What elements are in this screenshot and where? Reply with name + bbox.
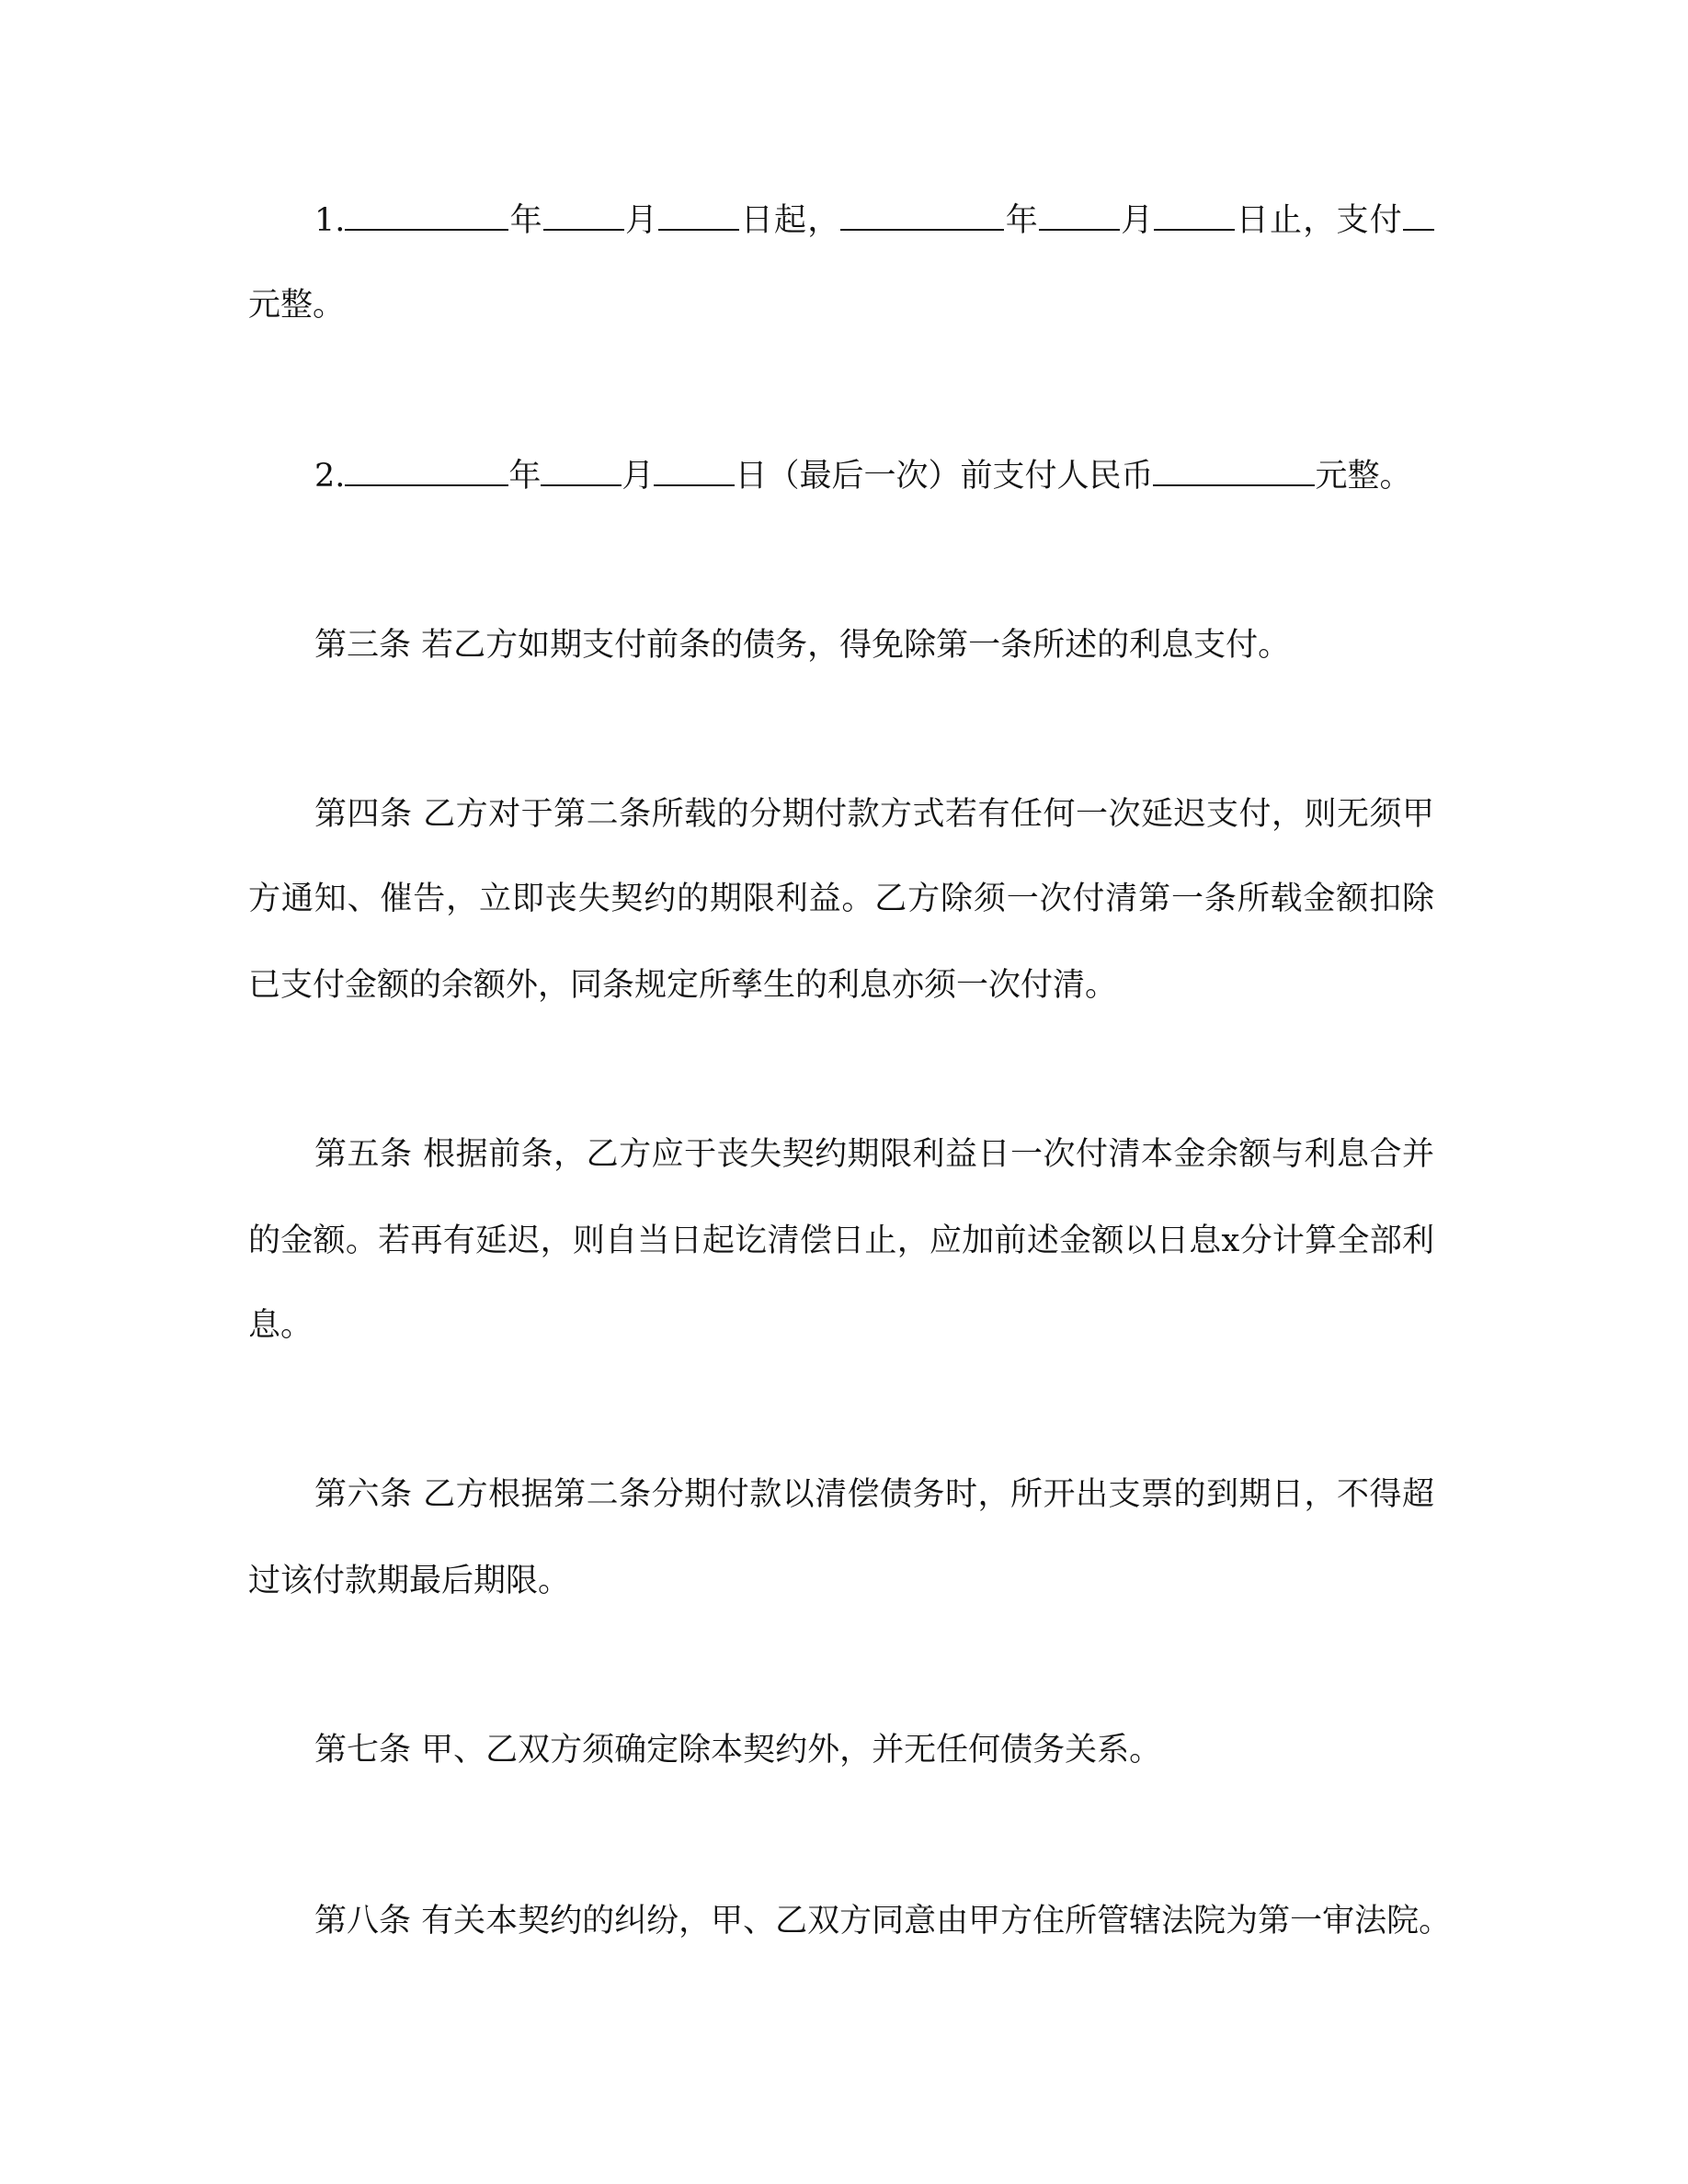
- article-4-line-1: [314, 794, 1434, 835]
- article-text: 乙方根据第二条分期付款以清偿债务时，所开出支票的到期日，不得超: [423, 1476, 1434, 1513]
- month-blank[interactable]: [543, 201, 624, 231]
- article-5-line-2: 的金额。若再有延迟，则自当日起讫清偿日止，应加前述金额以日息x分计算全部利: [248, 1223, 1434, 1259]
- year-blank[interactable]: [345, 457, 508, 486]
- year-label: 年: [508, 458, 542, 495]
- article-text: 若乙方如期支付前条的债务，得免除第一条所述的利息支付。: [421, 627, 1291, 664]
- article-label: 第四条: [314, 796, 413, 833]
- article-text: 根据前条，乙方应于丧失契约期限利益日一次付清本金余额与利息合并: [423, 1136, 1434, 1173]
- article-5-line-3: 息。: [248, 1307, 314, 1344]
- article-text: 乙方对于第二条所载的分期付款方式若有任何一次延迟支付，则无须甲: [423, 796, 1434, 833]
- month-label: 月: [1119, 202, 1155, 239]
- year-label: 年: [1004, 202, 1039, 239]
- article-label: 第六条: [314, 1476, 413, 1513]
- month-label: 月: [623, 202, 659, 239]
- article-label: 第八条: [314, 1903, 412, 1939]
- day-blank[interactable]: [654, 457, 735, 486]
- article-4-line-3: 已支付金额的余额外，同条规定所孳生的利息亦须一次付清。: [248, 967, 1118, 1004]
- article-text: 有关本契约的纠纷，甲、乙双方同意由甲方住所管辖法院为第一审法院。: [421, 1903, 1452, 1939]
- day-from-label: 日起，: [739, 202, 841, 239]
- installment-item-1-end: 元整。: [248, 287, 346, 324]
- year-label: 年: [508, 202, 543, 239]
- article-8: [314, 1901, 1452, 1941]
- month-label: 月: [622, 458, 655, 495]
- day-to-label: 日止，支付: [1235, 202, 1403, 239]
- year-blank[interactable]: [840, 201, 1004, 231]
- article-6-line-2: 过该付款期最后期限。: [248, 1563, 571, 1599]
- installment-item-2: [314, 456, 1434, 496]
- article-3: [314, 625, 1434, 665]
- item-number: 2.: [314, 458, 346, 495]
- month-blank[interactable]: [1039, 201, 1120, 231]
- article-label: 第七条: [314, 1732, 412, 1769]
- day-note-label: 日（最后一次）前支付人民币: [735, 458, 1154, 495]
- month-blank[interactable]: [541, 457, 622, 486]
- article-label: 第三条: [314, 627, 412, 664]
- installment-item-1: [314, 200, 1434, 241]
- article-text: 甲、乙双方须确定除本契约外，并无任何债务关系。: [421, 1732, 1162, 1769]
- item-number: 1.: [314, 202, 346, 239]
- article-6-line-1: [314, 1474, 1434, 1515]
- amount-blank[interactable]: [1403, 201, 1434, 231]
- item-end-label: 元整。: [1315, 458, 1412, 495]
- article-5-line-1: [314, 1134, 1434, 1175]
- year-blank[interactable]: [345, 201, 508, 231]
- day-blank[interactable]: [658, 201, 739, 231]
- amount-blank[interactable]: [1153, 457, 1315, 486]
- article-4-line-2: 方通知、催告，立即丧失契约的期限利益。乙方除须一次付清第一条所载金额扣除: [248, 881, 1434, 917]
- article-label: 第五条: [314, 1136, 413, 1173]
- day-blank[interactable]: [1154, 201, 1235, 231]
- article-7: [314, 1730, 1434, 1770]
